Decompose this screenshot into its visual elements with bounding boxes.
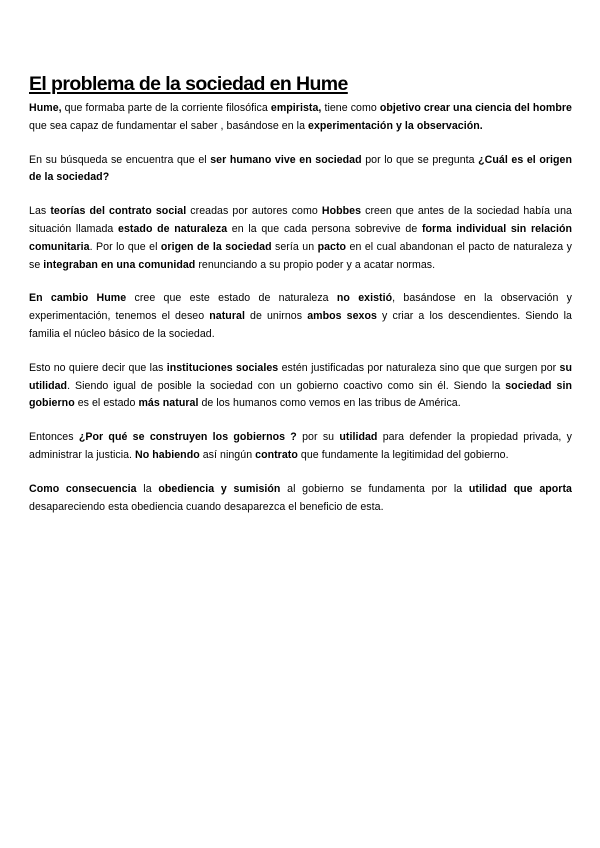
bold-text-run: Como consecuencia	[29, 482, 137, 495]
bold-text-run: origen de la sociedad	[160, 240, 272, 253]
bold-text-run: objetivo crear una ciencia del hombre	[379, 102, 572, 114]
text-run: de unirnos	[244, 310, 308, 323]
text-run: al gobierno se fundamenta por la	[280, 482, 469, 495]
text-run: que fundamente la legitimidad del gobierno.	[297, 448, 509, 461]
bold-text-run: obediencia y sumisión	[158, 482, 281, 495]
bold-text-run: no existió	[336, 292, 393, 305]
bold-text-run: teorías del contrato social	[50, 205, 187, 218]
bold-text-run: utilidad	[339, 431, 378, 444]
bold-text-run: ¿Cuál es el origen de la sociedad?	[29, 153, 572, 184]
bold-text-run: En cambio Hume	[29, 292, 127, 305]
text-run: sería un	[271, 240, 318, 253]
paragraph-conclusion	[29, 481, 572, 517]
bold-text-run: forma individual sin relación comunitaria	[29, 222, 573, 253]
text-run: por lo que se pregunta	[361, 153, 479, 166]
document-title: El problema de la sociedad en Hume	[29, 73, 348, 95]
bold-text-run: contrato	[255, 448, 298, 461]
bold-text-run: instituciones sociales	[166, 361, 279, 374]
bold-text-run: ser humano vive en sociedad	[210, 153, 362, 166]
document-page	[29, 72, 572, 532]
text-run: en la que cada persona sobrevive de	[227, 222, 422, 235]
text-run: Las	[29, 205, 51, 218]
bold-text-run: ambos sexos	[307, 310, 377, 323]
text-run: , basándose en la observación y experimentación, tenemos el deseo	[29, 292, 573, 323]
text-run: cree que este estado de naturaleza	[126, 292, 337, 305]
text-run: renunciando a su propio poder y a acatar normas.	[195, 258, 436, 271]
text-run: Esto no quiere decir que las	[29, 361, 167, 374]
bold-text-run: Hobbes	[321, 205, 362, 218]
bold-text-run: su utilidad	[29, 361, 573, 392]
text-run: desapareciendo esta obediencia cuando desaparezca el beneficio de esta.	[29, 500, 384, 513]
text-run: creen que antes de la sociedad había una situación llamada	[29, 205, 572, 235]
bold-text-run: sociedad sin gobierno	[29, 379, 572, 410]
text-run: y criar a los descendientes. Siendo la familia el núcleo básico de la sociedad.	[29, 310, 572, 340]
document-body	[29, 100, 572, 516]
bold-text-run: integraban en una comunidad	[43, 258, 196, 271]
bold-text-run: estado de naturaleza	[118, 222, 228, 235]
bold-text-run: ¿Por qué se construyen los gobiernos ?	[78, 431, 297, 444]
text-run: creadas por autores como	[186, 205, 322, 218]
text-run: la	[136, 482, 159, 495]
text-run: tiene como	[321, 102, 380, 114]
text-run: así ningún	[199, 448, 256, 461]
bold-text-run: empirista,	[270, 102, 322, 114]
paragraph-social-institutions	[29, 360, 572, 413]
paragraph-hume-intro	[29, 100, 572, 136]
text-run: . Por lo que el	[89, 240, 161, 253]
bold-text-run: No habiendo	[135, 448, 200, 461]
paragraph-social-contract	[29, 203, 572, 274]
text-run: que sea capaz de fundamentar el saber , basándose en la	[29, 119, 309, 132]
paragraph-hume-view	[29, 290, 572, 343]
paragraph-origin-question	[29, 152, 572, 188]
text-run: estén justificadas por naturaleza sino que que surgen por	[278, 361, 560, 374]
text-run: que formaba parte de la corriente filosófica	[61, 102, 271, 114]
text-run: En su búsqueda se encuentra que el	[29, 153, 211, 166]
text-run: . Siendo igual de posible la sociedad con un gobierno coactivo como sin él. Siendo la	[67, 379, 506, 392]
paragraph-governments	[29, 429, 572, 465]
text-run: de los humanos como vemos en las tribus de América.	[198, 397, 461, 410]
text-run: para defender la propiedad privada, y administrar la justicia.	[29, 431, 572, 461]
bold-text-run: Hume,	[29, 102, 62, 114]
text-run: por su	[296, 431, 340, 444]
bold-text-run: más natural	[138, 397, 199, 410]
text-run: Entonces	[29, 431, 79, 444]
text-run: en el cual abandonan el pacto de naturaleza y se	[29, 240, 573, 271]
bold-text-run: utilidad que aporta	[468, 482, 572, 495]
bold-text-run: experimentación y la observación.	[308, 119, 483, 132]
text-run: es el estado	[74, 397, 139, 410]
bold-text-run: pacto	[317, 240, 347, 253]
bold-text-run: natural	[209, 310, 245, 323]
